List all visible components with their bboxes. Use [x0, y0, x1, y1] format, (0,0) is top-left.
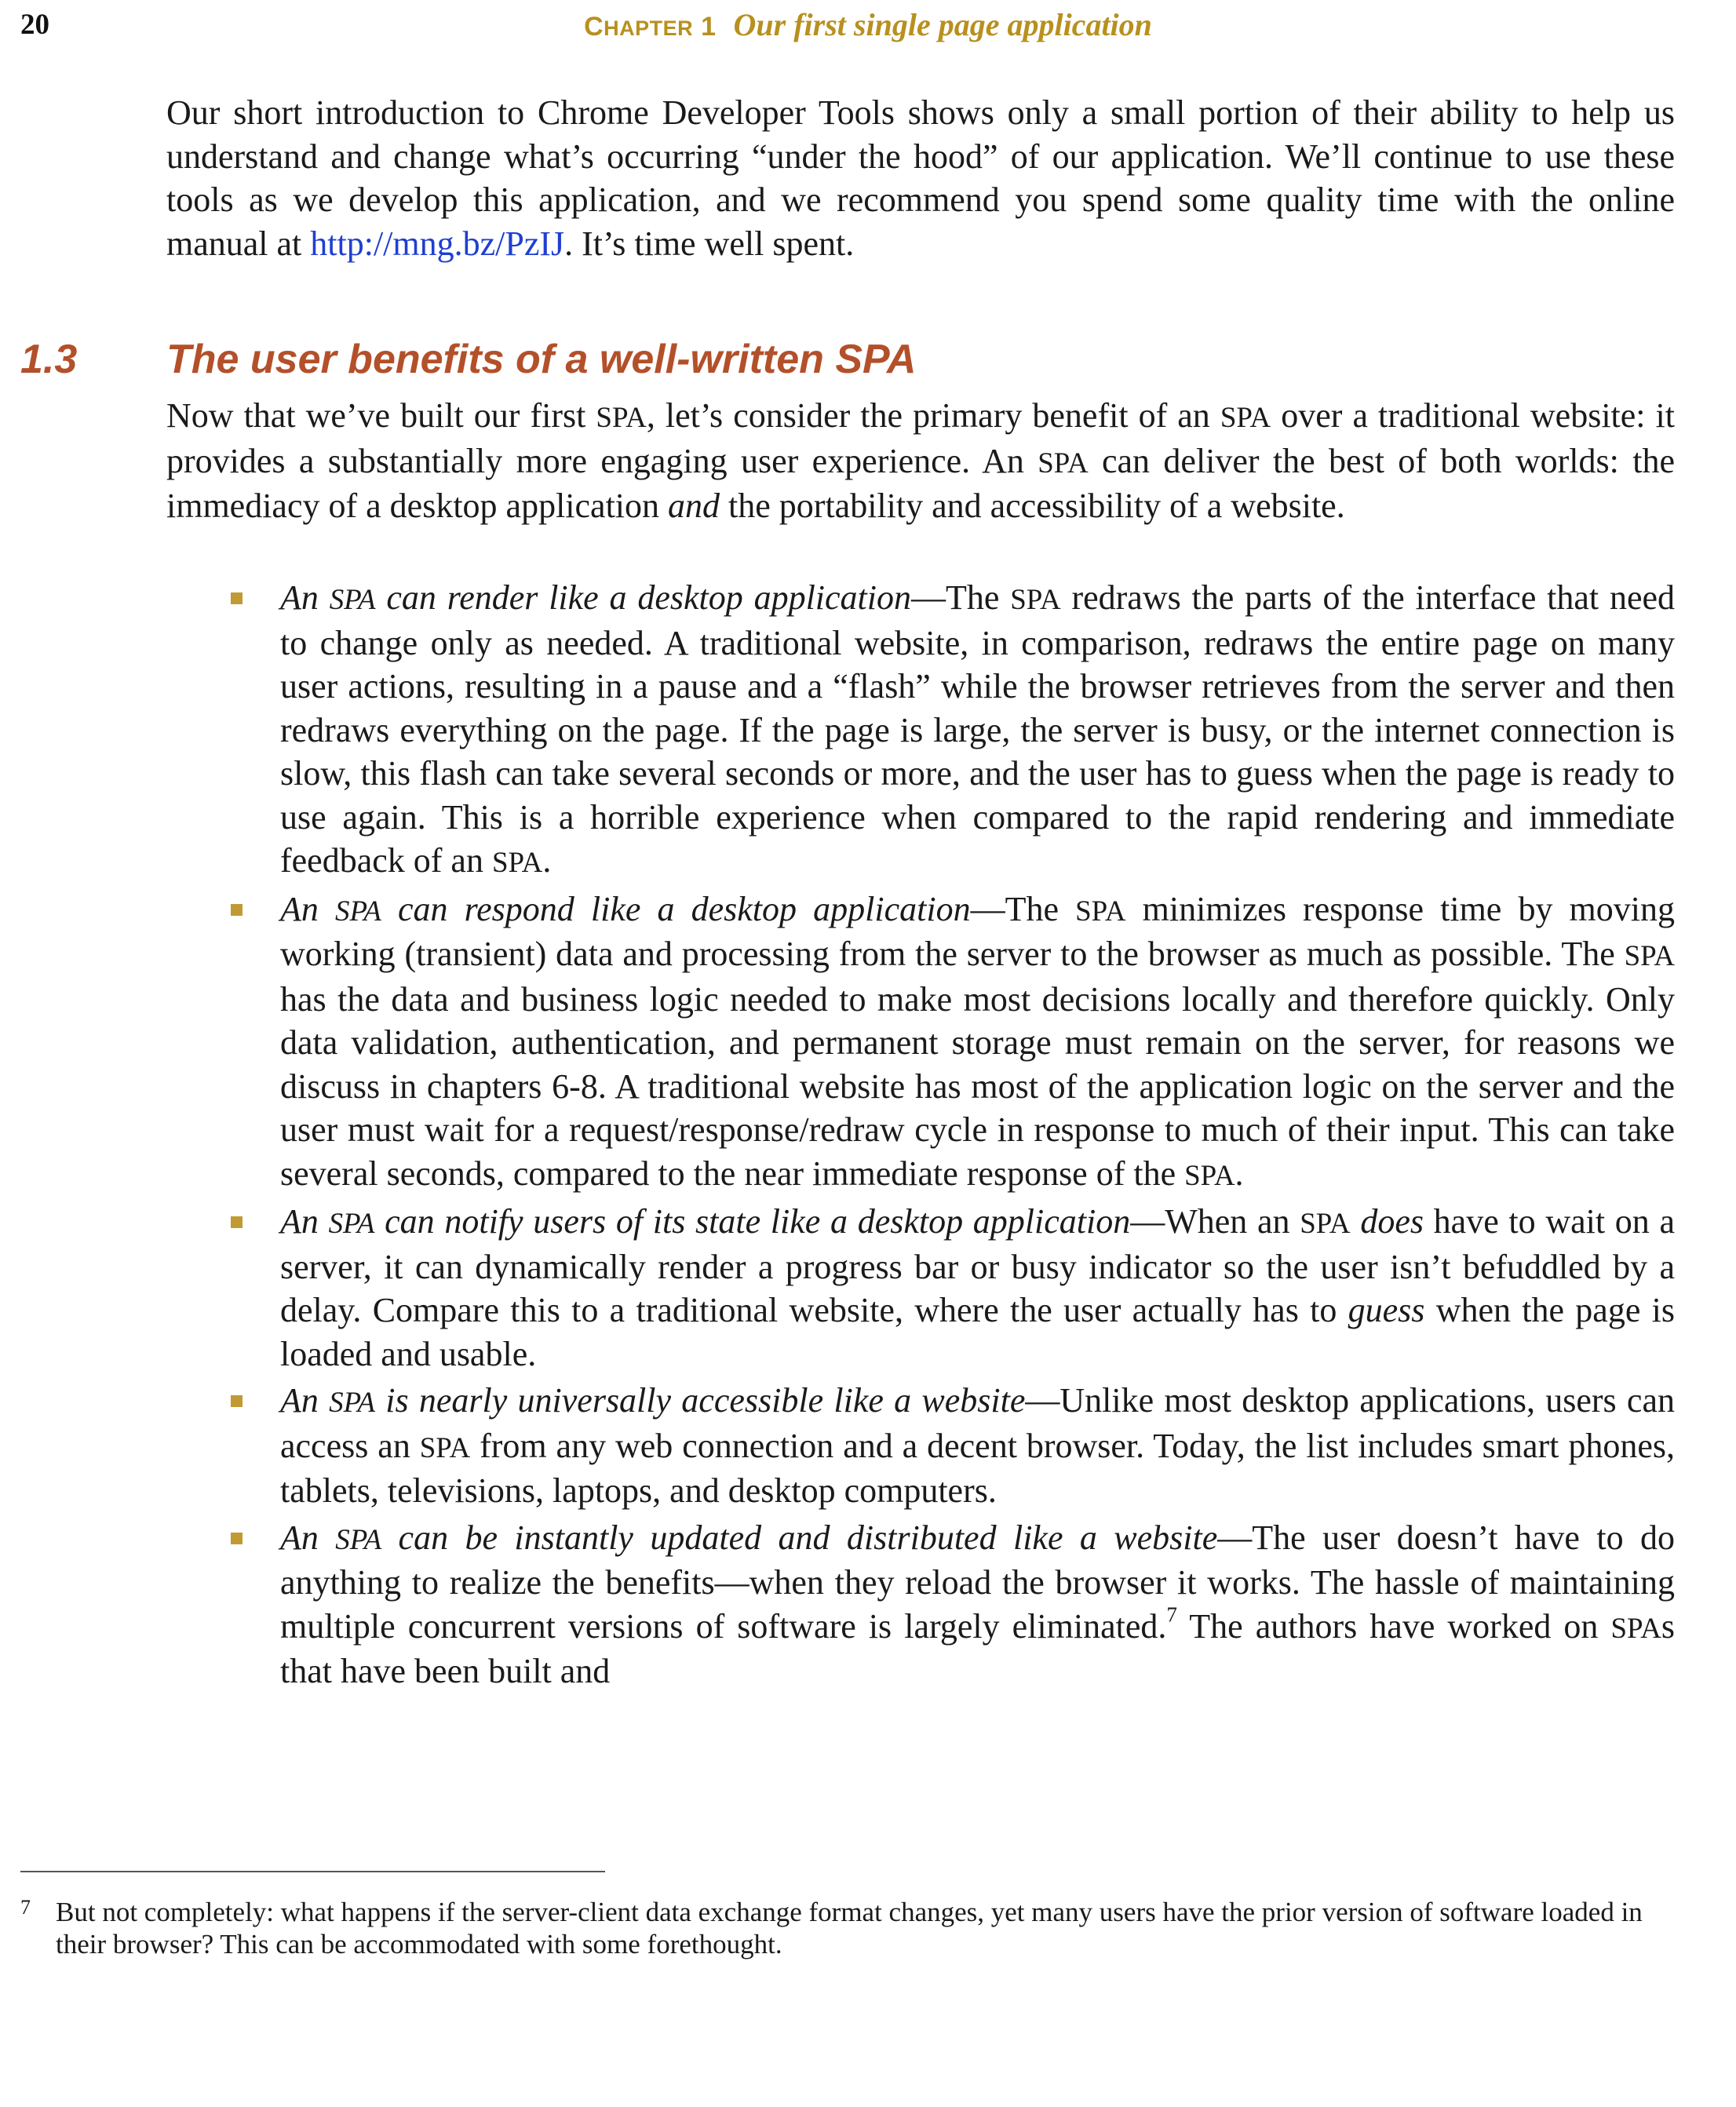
bullet-text: .: [542, 841, 552, 880]
spa-acronym: SPA: [1075, 894, 1126, 927]
list-item: [280, 1200, 1675, 1376]
intro-text-before-link: Our short introduction to Chrome Developer Tools shows only a small portion of their ability to help us understand and change what’s occurring “under the hood” of our application. We’ll continue to use these tools as we develop this application, and we recommend you spend some quality time with the online manual at: [166, 93, 1675, 263]
footnote-reference[interactable]: 7: [1166, 1602, 1177, 1627]
spa-acronym: SPA: [329, 583, 376, 615]
lead-in-text: can notify users of its state like a desktop application: [374, 1202, 1131, 1241]
list-item: [280, 1379, 1675, 1513]
emphasis-guess: guess: [1348, 1291, 1425, 1329]
bullet-lead-in: [280, 1202, 1130, 1241]
spa-acronym: SPA: [1610, 1611, 1661, 1644]
spa-acronym: SPA: [328, 1207, 375, 1239]
square-bullet-icon: [231, 592, 243, 604]
spa-acronym: SPA: [1038, 446, 1089, 479]
running-head-title: Our first single page application: [733, 7, 1152, 42]
bullet-text: —When an: [1130, 1202, 1300, 1241]
running-head-chapter: [584, 12, 716, 42]
footnote: [20, 1896, 1675, 1960]
lead-text: , let’s consider the primary benefit of an: [646, 396, 1220, 435]
lead-paragraph: [166, 394, 1675, 528]
intro-paragraph: [166, 91, 1675, 265]
chapter-initial: C: [584, 12, 604, 42]
bullet-text: —Unlike most desktop applications, users can access an: [280, 1381, 1675, 1465]
lead-in-text: An: [280, 578, 330, 617]
section-title: The user benefits of a well-written SPA: [166, 337, 917, 382]
bullet-lead-in: [280, 578, 911, 617]
spa-acronym: SPA: [491, 846, 543, 878]
lead-in-text: An: [280, 1202, 329, 1241]
section-number: 1.3: [20, 337, 78, 382]
lead-in-text: An: [280, 889, 335, 928]
bullet-text: have to wait on a server, it can dynamically render a progress bar or busy indicator so the user isn’t befuddled by a delay. Compare this to a traditional website, where the user actually has to: [280, 1202, 1676, 1329]
spa-acronym: SPA: [329, 1386, 375, 1418]
emphasis-does: does: [1360, 1202, 1424, 1241]
list-item: [280, 1516, 1675, 1693]
lead-in-text: is nearly universally accessible like a website: [375, 1381, 1026, 1420]
square-bullet-icon: [231, 1216, 243, 1228]
bullet-text: from any web connection and a decent browser. Today, the list includes smart phones, tablets, televisions, laptops, and desktop computers.: [280, 1426, 1675, 1510]
bullet-lead-in: [280, 1518, 1217, 1557]
lead-in-text: can be instantly updated and distributed like a website: [381, 1518, 1218, 1557]
lead-text: Now that we’ve built our first: [166, 396, 596, 435]
footnote-divider: [20, 1871, 605, 1872]
lead-text: the portability and accessibility of a website.: [720, 487, 1345, 525]
spa-acronym: SPA: [596, 401, 647, 433]
lead-in-text: can render like a desktop application: [375, 578, 911, 617]
page-number: 20: [20, 9, 49, 41]
spa-acronym: SPA: [335, 894, 381, 927]
emphasis-and: and: [668, 487, 720, 525]
bullet-text: —The user doesn’t have to do anything to realize the benefits—when they reload the browser it works. The hassle of maintaining multiple concurrent versions of software is largely eliminated.: [280, 1518, 1675, 1646]
bullet-lead-in: [280, 890, 971, 928]
bullet-text: —The: [911, 578, 1011, 617]
spa-acronym: SPA: [1010, 583, 1061, 615]
lead-in-text: can respond like a desktop application: [381, 889, 971, 928]
bullet-text: .: [1235, 1154, 1244, 1193]
lead-text: over a traditional website: it provides a substantially more engaging user experience. An: [166, 396, 1676, 480]
lead-text: can deliver the best of both worlds: the immediacy of a desktop application: [166, 441, 1675, 525]
square-bullet-icon: [231, 1395, 243, 1407]
bullet-text: minimizes response time by moving working (transient) data and processing from the server to the browser as much as possible. The: [280, 889, 1676, 973]
spa-acronym: SPA: [1220, 401, 1271, 433]
square-bullet-icon: [231, 904, 243, 916]
lead-in-text: An: [280, 1518, 336, 1557]
footnote-text: But not completely: what happens if the server-client data exchange format changes, yet many users have the prior version of software loaded in their browser? This can be accommodated with some forethought.: [56, 1897, 1643, 1959]
spa-acronym: SPA: [1624, 939, 1675, 971]
bullet-text: when the page is loaded and usable.: [280, 1291, 1675, 1373]
spa-acronym: SPA: [335, 1522, 382, 1555]
bullet-text: redraws the parts of the interface that need to change only as needed. A traditional website, in comparison, redraws the entire page on many user actions, resulting in a pause and a “flash” while the browser retrieves from the server and then redraws everything on the page. If the page is large, the server is busy, or the internet connection is slow, this flash can take several seconds or more, and the user has to guess when the page is ready to use again. This is a horrible experience when compared to the rapid rendering and immediate feedback of an: [280, 578, 1676, 880]
chapter-label-rest: HAPTER: [604, 16, 694, 40]
running-head: [0, 6, 1736, 43]
bullet-lead-in: [280, 1381, 1025, 1420]
bullet-text: has the data and business logic needed to make most decisions locally and therefore quickly. Only data validation, authentication, and permanent storage must remain on the server, for reasons we discuss in chapters 6-8. A traditional website has most of the application logic on the server and the user must wait for a request/response/redraw cycle in response to much of their input. This can take several seconds, compared to the near immediate response of the: [280, 979, 1675, 1193]
bullet-text: s that have been built and: [280, 1606, 1676, 1690]
lead-in-text: An: [280, 1381, 330, 1420]
footnote-marker: 7: [20, 1896, 31, 1919]
square-bullet-icon: [231, 1533, 243, 1544]
bullet-text: The authors have worked on: [1177, 1606, 1611, 1646]
spa-acronym: SPA: [1184, 1158, 1235, 1191]
list-item: [280, 576, 1675, 884]
spa-acronym: SPA: [1300, 1207, 1351, 1239]
bullet-text: [1351, 1202, 1361, 1241]
intro-text-after-link: . It’s time well spent.: [564, 224, 855, 263]
chapter-number: 1: [701, 12, 717, 42]
bullet-text: —The: [970, 889, 1076, 928]
benefits-list: [280, 576, 1675, 1697]
spa-acronym: SPA: [419, 1431, 471, 1464]
section-heading: [20, 336, 916, 383]
list-item: [280, 888, 1675, 1197]
manual-link[interactable]: http://mng.bz/PzIJ: [310, 224, 565, 263]
